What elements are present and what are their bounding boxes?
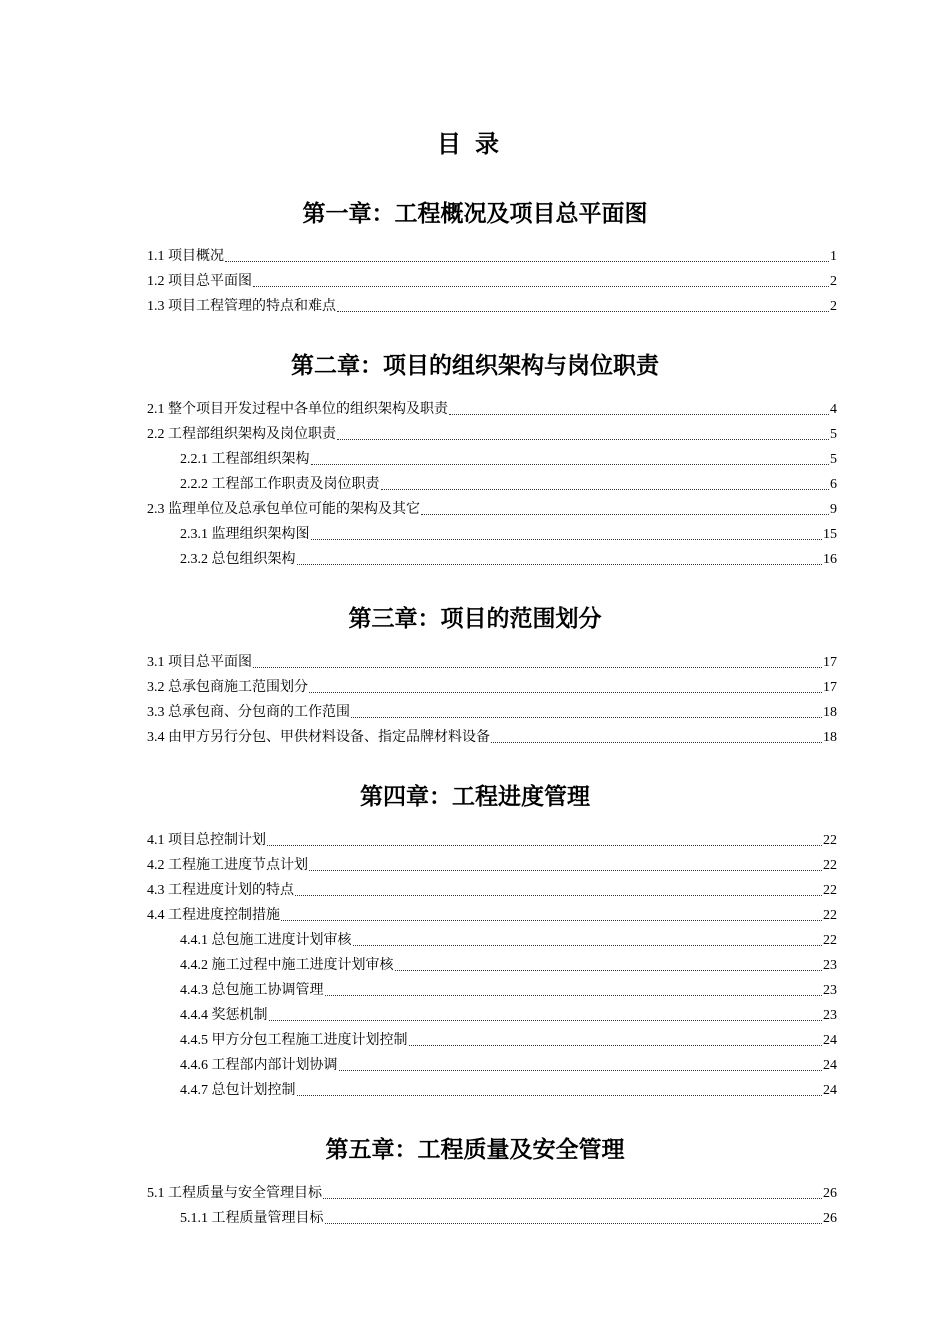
toc-subentry[interactable] bbox=[180, 1030, 837, 1050]
chapter-title: 第一章：工程概况及项目总平面图 bbox=[302, 200, 648, 227]
entry-number: 4.1 bbox=[147, 833, 165, 848]
entry-text: 工程质量与安全管理目标 bbox=[168, 1186, 322, 1201]
entry-number: 2.2.1 bbox=[180, 452, 208, 467]
entry-text: 工程质量管理目标 bbox=[211, 1211, 324, 1226]
entry-page: 22 bbox=[823, 833, 837, 848]
entry-number: 2.2 bbox=[147, 427, 165, 442]
dot-leader bbox=[449, 414, 829, 415]
dot-leader bbox=[353, 945, 823, 946]
entry-page: 5 bbox=[830, 427, 837, 442]
dot-leader bbox=[309, 692, 822, 693]
chapter-title: 第四章：工程进度管理 bbox=[360, 783, 590, 810]
entry-page: 23 bbox=[823, 958, 837, 973]
entry-number: 4.4.3 bbox=[180, 983, 208, 998]
toc-subentry[interactable] bbox=[180, 1080, 837, 1100]
entry-page: 22 bbox=[823, 933, 837, 948]
entry-text: 施工过程中施工进度计划审核 bbox=[211, 958, 394, 973]
toc-title: 目录 bbox=[437, 129, 513, 158]
entry-page: 22 bbox=[823, 908, 837, 923]
entry-text: 总包施工协调管理 bbox=[211, 983, 324, 998]
toc-subentry[interactable] bbox=[180, 549, 837, 569]
entry-text: 工程进度计划的特点 bbox=[168, 883, 294, 898]
toc-entry[interactable] bbox=[147, 652, 837, 672]
chapter-title: 第三章：项目的范围划分 bbox=[348, 605, 602, 632]
dot-leader bbox=[311, 539, 823, 540]
dot-leader bbox=[297, 1095, 823, 1096]
entry-text: 甲方分包工程施工进度计划控制 bbox=[211, 1033, 408, 1048]
entry-number: 3.1 bbox=[147, 655, 165, 670]
dot-leader bbox=[297, 564, 823, 565]
toc-entry[interactable] bbox=[147, 677, 837, 697]
entry-page: 9 bbox=[830, 502, 837, 517]
entry-number: 4.4.2 bbox=[180, 958, 208, 973]
dot-leader bbox=[491, 742, 822, 743]
toc-entry[interactable] bbox=[147, 246, 837, 266]
entry-text: 总包施工进度计划审核 bbox=[211, 933, 352, 948]
entry-page: 22 bbox=[823, 858, 837, 873]
toc-subentry[interactable] bbox=[180, 930, 837, 950]
entry-page: 23 bbox=[823, 983, 837, 998]
entry-text: 奖惩机制 bbox=[211, 1008, 268, 1023]
entry-text: 项目概况 bbox=[168, 249, 224, 264]
dot-leader bbox=[421, 514, 829, 515]
entry-text: 项目总平面图 bbox=[168, 274, 252, 289]
entry-page: 15 bbox=[823, 527, 837, 542]
dot-leader bbox=[325, 1223, 823, 1224]
entry-number: 5.1 bbox=[147, 1186, 165, 1201]
entry-text: 整个项目开发过程中各单位的组织架构及职责 bbox=[168, 402, 448, 417]
entry-text: 监理组织架构图 bbox=[211, 527, 310, 542]
entry-text: 项目工程管理的特点和难点 bbox=[168, 299, 336, 314]
entry-page: 24 bbox=[823, 1083, 837, 1098]
toc-entry[interactable] bbox=[147, 424, 837, 444]
entry-page: 2 bbox=[830, 274, 837, 289]
entry-text: 总包组织架构 bbox=[211, 552, 296, 567]
dot-leader bbox=[269, 1020, 823, 1021]
entry-number: 4.3 bbox=[147, 883, 165, 898]
entry-page: 24 bbox=[823, 1058, 837, 1073]
chapter-title: 第五章：工程质量及安全管理 bbox=[325, 1136, 625, 1163]
entry-page: 16 bbox=[823, 552, 837, 567]
toc-entry[interactable] bbox=[147, 855, 837, 875]
entry-text: 工程部工作职责及岗位职责 bbox=[211, 477, 380, 492]
entry-page: 4 bbox=[830, 402, 837, 417]
dot-leader bbox=[253, 286, 829, 287]
toc-subentry[interactable] bbox=[180, 1208, 837, 1228]
entry-page: 17 bbox=[823, 680, 837, 695]
toc-entry[interactable] bbox=[147, 296, 837, 316]
dot-leader bbox=[295, 895, 822, 896]
entry-text: 工程部内部计划协调 bbox=[211, 1058, 338, 1073]
entry-number: 2.2.2 bbox=[180, 477, 208, 492]
toc-subentry[interactable] bbox=[180, 474, 837, 494]
entry-number: 3.4 bbox=[147, 730, 165, 745]
entry-number: 2.3.1 bbox=[180, 527, 208, 542]
dot-leader bbox=[339, 1070, 823, 1071]
dot-leader bbox=[351, 717, 822, 718]
entry-page: 1 bbox=[830, 249, 837, 264]
toc-entry[interactable] bbox=[147, 880, 837, 900]
entry-number: 1.3 bbox=[147, 299, 165, 314]
dot-leader bbox=[311, 464, 830, 465]
entry-number: 2.3.2 bbox=[180, 552, 208, 567]
entry-page: 26 bbox=[823, 1211, 837, 1226]
entry-page: 2 bbox=[830, 299, 837, 314]
chapter-title: 第二章：项目的组织架构与岗位职责 bbox=[291, 352, 659, 379]
entry-number: 5.1.1 bbox=[180, 1211, 208, 1226]
toc-subentry[interactable] bbox=[180, 524, 837, 544]
entry-text: 工程施工进度节点计划 bbox=[168, 858, 308, 873]
toc-subentry[interactable] bbox=[180, 955, 837, 975]
entry-number: 2.1 bbox=[147, 402, 165, 417]
entry-number: 4.4.1 bbox=[180, 933, 208, 948]
toc-entry[interactable] bbox=[147, 399, 837, 419]
dot-leader bbox=[337, 439, 829, 440]
dot-leader bbox=[395, 970, 823, 971]
entry-text: 项目总平面图 bbox=[168, 655, 252, 670]
dot-leader bbox=[225, 261, 829, 262]
entry-number: 4.4.6 bbox=[180, 1058, 208, 1073]
entry-number: 4.4.7 bbox=[180, 1083, 208, 1098]
entry-page: 17 bbox=[823, 655, 837, 670]
toc-entry[interactable] bbox=[147, 727, 837, 747]
entry-text: 总承包商、分包商的工作范围 bbox=[168, 705, 350, 720]
dot-leader bbox=[267, 845, 822, 846]
entry-number: 4.4 bbox=[147, 908, 165, 923]
dot-leader bbox=[323, 1198, 822, 1199]
entry-text: 工程部组织架构及岗位职责 bbox=[168, 427, 336, 442]
toc-entry[interactable] bbox=[147, 271, 837, 291]
toc-entry[interactable] bbox=[147, 830, 837, 850]
dot-leader bbox=[381, 489, 830, 490]
toc-entry[interactable] bbox=[147, 499, 837, 519]
toc-entry[interactable] bbox=[147, 905, 837, 925]
dot-leader bbox=[337, 311, 829, 312]
entry-text: 由甲方另行分包、甲供材料设备、指定品牌材料设备 bbox=[168, 730, 490, 745]
entry-page: 6 bbox=[830, 477, 837, 492]
toc-subentry[interactable] bbox=[180, 449, 837, 469]
entry-text: 监理单位及总承包单位可能的架构及其它 bbox=[168, 502, 420, 517]
toc-entry[interactable] bbox=[147, 702, 837, 722]
entry-text: 工程进度控制措施 bbox=[168, 908, 280, 923]
entry-text: 总承包商施工范围划分 bbox=[168, 680, 308, 695]
entry-number: 1.1 bbox=[147, 249, 165, 264]
entry-page: 24 bbox=[823, 1033, 837, 1048]
dot-leader bbox=[253, 667, 822, 668]
dot-leader bbox=[409, 1045, 823, 1046]
entry-page: 23 bbox=[823, 1008, 837, 1023]
toc-subentry[interactable] bbox=[180, 980, 837, 1000]
entry-page: 5 bbox=[830, 452, 837, 467]
entry-number: 1.2 bbox=[147, 274, 165, 289]
toc-entry[interactable] bbox=[147, 1183, 837, 1203]
entry-text: 总包计划控制 bbox=[211, 1083, 296, 1098]
entry-text: 工程部组织架构 bbox=[211, 452, 310, 467]
entry-page: 18 bbox=[823, 705, 837, 720]
entry-text: 项目总控制计划 bbox=[168, 833, 266, 848]
entry-page: 22 bbox=[823, 883, 837, 898]
dot-leader bbox=[325, 995, 823, 996]
entry-number: 4.2 bbox=[147, 858, 165, 873]
entry-page: 18 bbox=[823, 730, 837, 745]
entry-page: 26 bbox=[823, 1186, 837, 1201]
entry-number: 4.4.5 bbox=[180, 1033, 208, 1048]
entry-number: 4.4.4 bbox=[180, 1008, 208, 1023]
entry-number: 2.3 bbox=[147, 502, 165, 517]
dot-leader bbox=[309, 870, 822, 871]
entry-number: 3.3 bbox=[147, 705, 165, 720]
dot-leader bbox=[281, 920, 822, 921]
toc-subentry[interactable] bbox=[180, 1055, 837, 1075]
entry-number: 3.2 bbox=[147, 680, 165, 695]
toc-subentry[interactable] bbox=[180, 1005, 837, 1025]
